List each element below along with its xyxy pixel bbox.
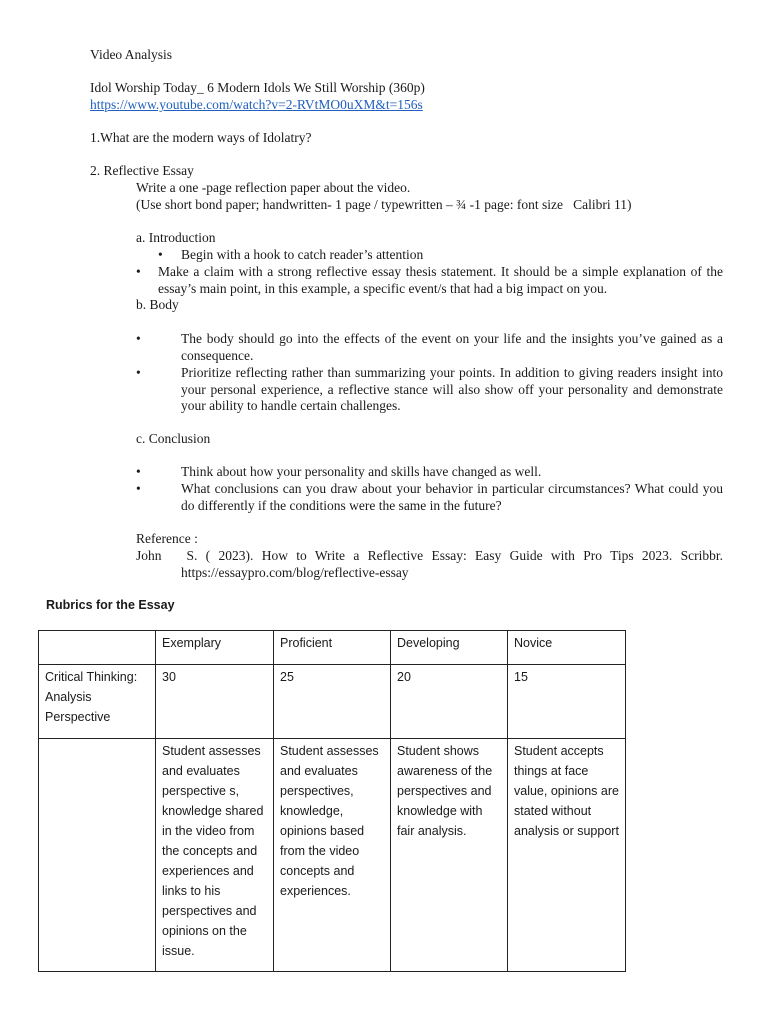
score-cell: 25 [274, 665, 391, 739]
body-bullet-2: Prioritize reflecting rather than summarizing your points. In addition to giving readers insight into your personal experience, a reflective stance will also show off your personality and demonstrate your ability to handle certain challenges. [181, 365, 723, 413]
criterion-cell [39, 739, 156, 972]
criterion-cell: Critical Thinking: Analysis Perspective [39, 665, 156, 739]
body-heading: b. Body [136, 297, 179, 312]
description-cell: Student assesses and evaluates perspectives, knowledge, opinions based from the video concepts and experiences. [274, 739, 391, 972]
instruction-2: (Use short bond paper; handwritten- 1 page / typewritten – ¾ -1 page: font size Calibri 11) [136, 197, 632, 212]
bullet-dot: • [136, 264, 141, 279]
conclusion-heading: c. Conclusion [136, 431, 211, 446]
bullet-dot: • [136, 464, 141, 479]
intro-heading: a. Introduction [136, 230, 216, 245]
video-title: Idol Worship Today_ 6 Modern Idols We Still Worship (360p) [90, 80, 425, 95]
instruction-1: Write a one -page reflection paper about the video. [136, 180, 411, 195]
reference-line-1: John S. ( 2023). How to Write a Reflective Essay: Easy Guide with Pro Tips 2023. Scribbr. [136, 548, 723, 563]
reference-line-2: https://essaypro.com/blog/reflective-essay [181, 565, 409, 580]
header-cell: Proficient [274, 631, 391, 665]
intro-bullet-2: Make a claim with a strong reflective essay thesis statement. It should be a simple explanation of the essay’s main point, in this example, a specific event/s that had a big impact on you. [158, 264, 723, 296]
table-header-row [39, 631, 626, 665]
bullet-dot: • [136, 331, 141, 346]
question-2: 2. Reflective Essay [90, 163, 194, 178]
table-row [39, 739, 626, 972]
header-cell [39, 631, 156, 665]
description-cell: Student shows awareness of the perspectives and knowledge with fair analysis. [391, 739, 508, 972]
bullet-dot: • [136, 481, 141, 496]
bullet-dot: • [136, 365, 141, 380]
table-row [39, 665, 626, 739]
header-cell: Developing [391, 631, 508, 665]
conclusion-bullet-1: Think about how your personality and skills have changed as well. [181, 464, 542, 479]
rubric-title: Rubrics for the Essay [46, 598, 175, 612]
score-cell: 15 [508, 665, 626, 739]
bullet-dot: • [158, 247, 163, 262]
rubric-table [38, 630, 626, 972]
score-cell: 30 [156, 665, 274, 739]
video-link[interactable]: https://www.youtube.com/watch?v=2-RVtMO0uXM&t=156s [90, 97, 423, 112]
score-cell: 20 [391, 665, 508, 739]
reference-label: Reference : [136, 531, 198, 546]
description-cell: Student assesses and evaluates perspective s, knowledge shared in the video from the concepts and experiences and links to his perspectives and opinions on the issue. [156, 739, 274, 972]
header-cell: Novice [508, 631, 626, 665]
header-cell: Exemplary [156, 631, 274, 665]
doc-heading: Video Analysis [90, 47, 173, 62]
conclusion-bullet-2: What conclusions can you draw about your behavior in particular circumstances? What could you do differently if the conditions were the same in the future? [181, 481, 723, 513]
body-bullet-1: The body should go into the effects of the event on your life and the insights you’ve gained as a consequence. [181, 331, 723, 363]
question-1: 1.What are the modern ways of Idolatry? [90, 130, 312, 145]
intro-bullet-1: Begin with a hook to catch reader’s attention [181, 247, 424, 262]
description-cell: Student accepts things at face value, opinions are stated without analysis or support [508, 739, 626, 972]
